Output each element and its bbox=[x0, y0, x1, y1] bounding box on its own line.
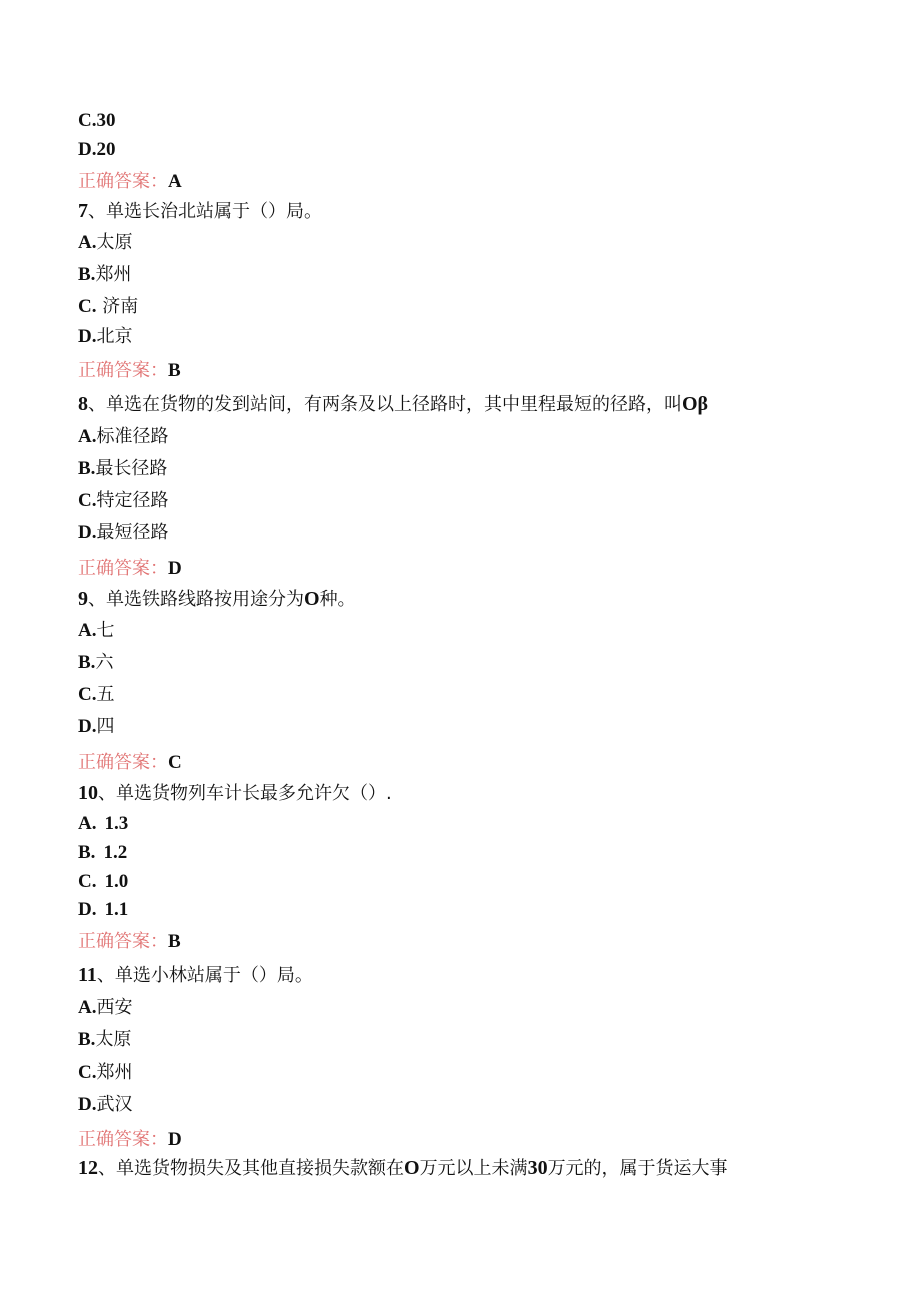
q9-option-c: C.五 bbox=[78, 684, 115, 705]
q9-answer: 正确答案：C bbox=[78, 752, 182, 773]
q9-option-a: A.七 bbox=[78, 620, 115, 641]
q9-stem: 9、单选铁路线路按用途分为O种。 bbox=[78, 588, 356, 610]
q8-option-b: B.最长径路 bbox=[78, 458, 168, 479]
q7-option-b: B.郑州 bbox=[78, 264, 132, 285]
q11-option-a: A.西安 bbox=[78, 997, 133, 1018]
q11-option-c: C.郑州 bbox=[78, 1062, 133, 1083]
q7-option-a: A.太原 bbox=[78, 232, 133, 253]
q7-option-d: D.北京 bbox=[78, 326, 133, 347]
q10-answer: 正确答案：B bbox=[78, 931, 181, 952]
q7-answer: 正确答案：B bbox=[78, 360, 181, 381]
q11-option-b: B.太原 bbox=[78, 1029, 132, 1050]
q12-stem: 12、单选货物损失及其他直接损失款额在O万元以上未满30万元的，属于货运大事 bbox=[78, 1157, 728, 1179]
q10-option-d: D. 1.1 bbox=[78, 899, 129, 920]
q6-option-c: C.30 bbox=[78, 110, 116, 131]
q10-option-a: A. 1.3 bbox=[78, 813, 129, 834]
q8-option-c: C.特定径路 bbox=[78, 490, 169, 511]
q7-stem: 7、单选长治北站属于（）局。 bbox=[78, 200, 322, 222]
q8-option-d: D.最短径路 bbox=[78, 522, 169, 543]
q10-option-b: B. 1.2 bbox=[78, 842, 128, 863]
q6-answer: 正确答案：A bbox=[78, 171, 182, 192]
q11-stem: 11、单选小林站属于（）局。 bbox=[78, 964, 313, 986]
q8-stem: 8、单选在货物的发到站间，有两条及以上径路时，其中里程最短的径路，叫Oβ bbox=[78, 393, 709, 415]
q6-option-d: D.20 bbox=[78, 139, 116, 160]
q10-stem: 10、单选货物列车计长最多允许欠（）. bbox=[78, 782, 392, 804]
q8-option-a: A.标准径路 bbox=[78, 426, 169, 447]
q9-option-d: D.四 bbox=[78, 716, 115, 737]
q11-answer: 正确答案：D bbox=[78, 1129, 182, 1150]
q11-option-d: D.武汉 bbox=[78, 1094, 133, 1115]
q9-option-b: B.六 bbox=[78, 652, 114, 673]
q10-option-c: C. 1.0 bbox=[78, 871, 129, 892]
q7-option-c: C. 济南 bbox=[78, 296, 139, 317]
q8-answer: 正确答案：D bbox=[78, 558, 182, 579]
